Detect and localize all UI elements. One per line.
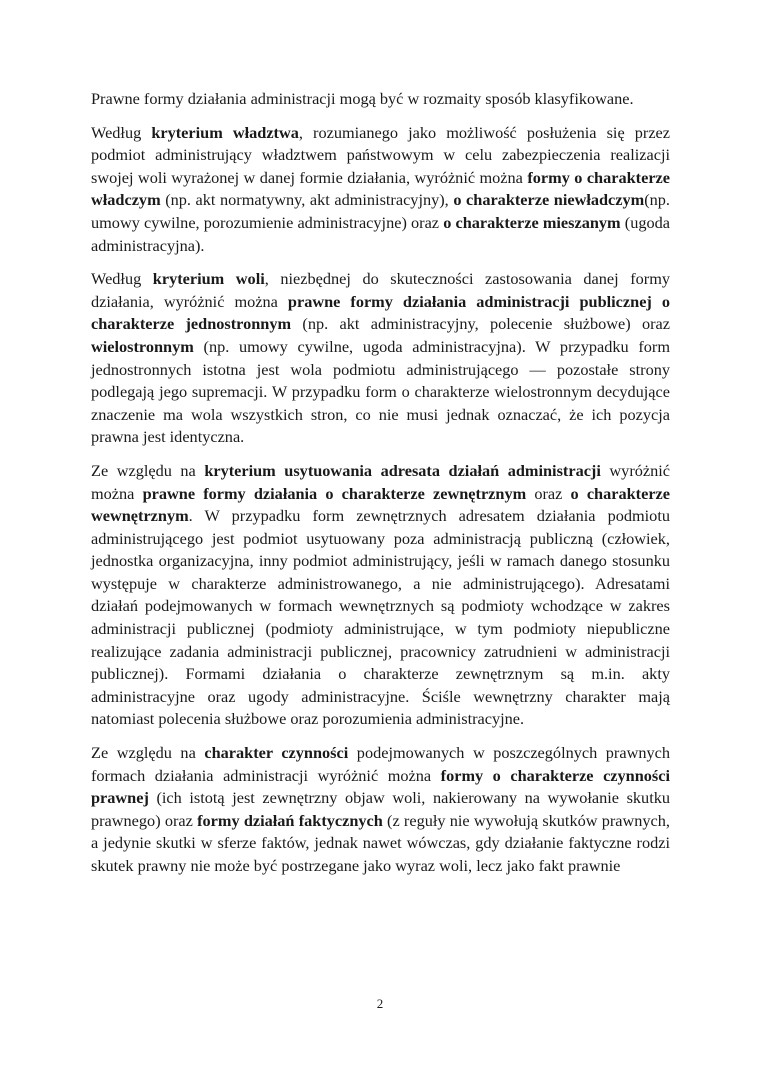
text-run: Ze względu na bbox=[91, 460, 205, 480]
paragraph-kryterium-usytuowania bbox=[91, 460, 670, 731]
text-run: (np. akt administracyjny, polecenie służbowe) oraz bbox=[291, 314, 670, 334]
text-run: Prawne formy działania administracji mogą być w rozmaity sposób klasyfikowane. bbox=[91, 89, 634, 108]
bold-term: wielostronnym bbox=[91, 336, 194, 356]
text-run: (np. akt normatywny, akt administracyjny), bbox=[160, 190, 454, 210]
text-run: oraz bbox=[526, 483, 571, 503]
text-run: (z reguły nie wywołują skutków prawnych, a jedynie skutki w sferze faktów, jednak nawet wówczas, gdy działanie faktyczne rodzi skutek prawny nie może być postrzegane jako wyraz woli, lecz jako fakt prawnie bbox=[91, 810, 670, 875]
page-number: 2 bbox=[376, 996, 384, 1011]
document-page bbox=[91, 88, 670, 889]
text-run: (np. umowy cywilne, porozumienie administracyjne) oraz bbox=[91, 190, 670, 232]
bold-term: prawne formy działania o charakterze zewnętrznym bbox=[142, 483, 527, 503]
text-run: , niezbędnej do skuteczności zastosowania danej formy działania, wyróżnić można bbox=[91, 269, 671, 311]
text-run: wyróżnić można bbox=[91, 460, 671, 503]
text-run: podejmowanych w poszczególnych prawnych formach działania administracji wyróżnić można bbox=[91, 743, 670, 785]
paragraph-intro bbox=[91, 88, 670, 111]
text-run: Według bbox=[91, 269, 153, 289]
bold-term: formy o charakterze czynności prawnej bbox=[91, 765, 670, 808]
bold-term: kryterium władztwa bbox=[151, 122, 299, 142]
bold-term: kryterium woli bbox=[152, 269, 265, 289]
text-run: , rozumianego jako możliwość posłużenia się przez podmiot administrujący władztwem państwowym w celu zabezpieczenia realizacji swojej woli wyrażonej w danej formie działania, wyróżnić można bbox=[91, 122, 671, 187]
text-run: (ich istotą jest zewnętrzny objaw woli, nakierowany na wywołanie skutku prawnego) oraz bbox=[91, 788, 670, 830]
bold-term: prawne formy działania administracji publicznej o charakterze jednostronnym bbox=[91, 291, 671, 334]
bold-term: o charakterze wewnętrznym bbox=[91, 483, 670, 526]
bold-term: o charakterze mieszanym bbox=[443, 212, 621, 232]
text-run: . W przypadku form zewnętrznych adresatem działania podmiotu administrującego jest podmiot usytuowany poza administracją publiczną (człowiek, jednostka organizacyjna, inny podmiot administrujący, jeśli w ramach danego stosunku występuje w charakterze administrowanego, a nie administrującego). Adresatami działań podejmowanych w formach wewnętrznych są podmioty wchodzące w zakres administracji publicznej (podmioty administrujące, w tym podmioty niepubliczne realizujące zadania administracji publicznej, pracownicy zatrudnieni w administracji publicznej). Formami działania o charakterze zewnętrznym są m.in. akty administracyjne oraz ugody administracyjne. Ściśle wewnętrzny charakter mają natomiast polecenia służbowe oraz porozumienia administracyjne. bbox=[91, 506, 670, 729]
text-run: (np. umowy cywilne, ugoda administracyjna). W przypadku form jednostronnych istotna jest wola podmiotu administrującego — pozostałe strony podlegają jego supremacji. W przypadku form o charakterze wielostronnym decydujące znaczenie ma wola wszystkich stron, co nie musi jednak oznaczać, że ich pozycja prawna jest identyczna. bbox=[91, 336, 670, 447]
text-run: Według bbox=[91, 122, 152, 142]
bold-term: kryterium usytuowania adresata działań administracji bbox=[204, 460, 601, 480]
bold-term: charakter czynności bbox=[204, 743, 349, 763]
bold-term: formy o charakterze władczym bbox=[91, 167, 671, 210]
bold-term: formy działań faktycznych bbox=[197, 810, 383, 830]
paragraph-kryterium-wladztwa bbox=[91, 122, 670, 258]
bold-term: o charakterze niewładczym bbox=[453, 190, 645, 210]
paragraph-kryterium-woli bbox=[91, 268, 670, 449]
text-run: (ugoda administracyjna). bbox=[91, 212, 670, 255]
paragraph-charakter-czynnosci bbox=[91, 742, 670, 878]
text-run: Ze względu na bbox=[91, 743, 205, 763]
